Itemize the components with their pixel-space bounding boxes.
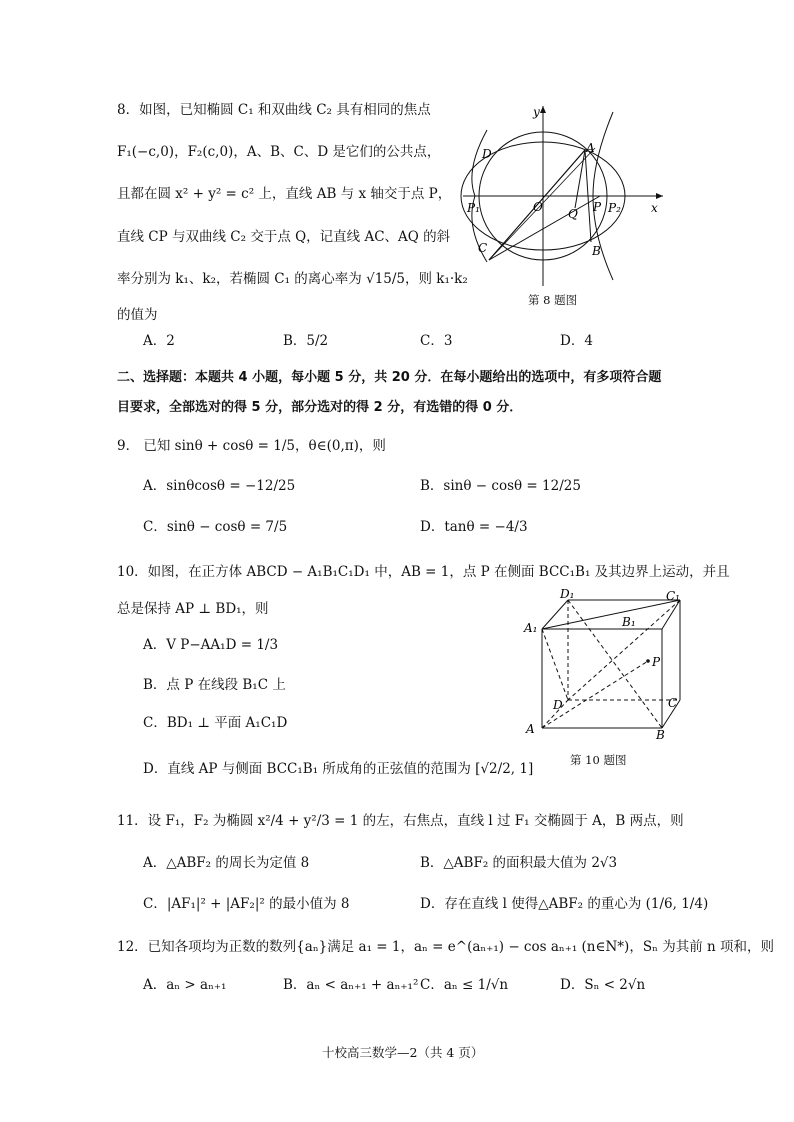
- q8-line-5: 率分别为 k₁、k₂，若椭圆 C₁ 的离心率为 √15/5，则 k₁·k₂: [117, 271, 468, 287]
- section-2-header-line-2: 目要求，全部选对的得 5 分，部分选对的得 2 分，有选错的得 0 分．: [117, 400, 523, 415]
- fig8-label-p: P: [593, 200, 602, 214]
- fig10-label-p: P: [652, 655, 661, 669]
- fig8-label-c: C: [478, 241, 488, 255]
- fig10-label-b: B: [656, 728, 665, 740]
- q10-option-a: A．V P−AA₁D = 1/3: [143, 637, 279, 653]
- q8-caption: 第 8 题图: [528, 293, 578, 307]
- q11-option-a: A．△ABF₂ 的周长为定值 8: [143, 855, 310, 871]
- fig10-label-d1: D₁: [560, 588, 575, 601]
- fig10-label-d: D: [553, 698, 563, 712]
- q9-option-b: B．sinθ − cosθ = 12/25: [420, 478, 581, 494]
- q8-figure: [455, 100, 675, 290]
- q8-line-2: F₁(−c,0)，F₂(c,0)，A、B、C、D 是它们的公共点，: [117, 144, 441, 160]
- fig10-label-b1: B₁: [622, 615, 636, 629]
- fig10-label-c1: C₁: [666, 589, 680, 603]
- q8-line-3: 且都在圆 x² + y² = c² 上，直线 AB 与 x 轴交于点 P，: [117, 186, 452, 202]
- q11-stem: 11．设 F₁，F₂ 为椭圆 x²/4 + y²/3 = 1 的左，右焦点，直线 l 过 F₁ 交椭圆于 A，B 两点，则: [117, 813, 684, 829]
- q8-option-d: D．4: [560, 333, 593, 349]
- q8-option-b: B．5/2: [283, 333, 329, 349]
- fig10-label-c: C: [668, 696, 678, 710]
- q8-option-a: A．2: [143, 333, 175, 349]
- q9-option-d: D．tanθ = −4/3: [420, 519, 528, 535]
- q12-stem: 12．已知各项均为正数的数列{aₙ}满足 a₁ = 1，aₙ = e^(aₙ₊₁) − cos aₙ₊₁ (n∈N*)，Sₙ 为其前 n 项和，则: [117, 939, 774, 955]
- q11-option-d: D．存在直线 l 使得△ABF₂ 的重心为 (1/6, 1/4): [420, 896, 709, 912]
- fig10-label-a: A: [526, 722, 535, 736]
- q11-option-b: B．△ABF₂ 的面积最大值为 2√3: [420, 855, 618, 871]
- q10-line-2: 总是保持 AP ⊥ BD₁，则: [117, 601, 269, 617]
- fig8-label-p2: P₂: [608, 201, 621, 215]
- q8-line-1: 8．如图，已知椭圆 C₁ 和双曲线 C₂ 具有相同的焦点: [117, 102, 431, 118]
- q10-option-d: D．直线 AP 与侧面 BCC₁B₁ 所成角的正弦值的范围为 [√2/2, 1]: [143, 761, 534, 777]
- fig8-label-q: Q: [568, 207, 578, 221]
- q10-line-1: 10．如图，在正方体 ABCD − A₁B₁C₁D₁ 中，AB = 1，点 P 在侧面 BCC₁B₁ 及其边界上运动，并且: [117, 564, 730, 580]
- fig10-label-a1: A₁: [524, 621, 538, 635]
- q11-option-c: C．|AF₁|² + |AF₂|² 的最小值为 8: [143, 896, 350, 912]
- fig8-label-o: O: [533, 200, 543, 214]
- fig8-label-b: B: [592, 244, 601, 258]
- q8-option-c: C．3: [420, 333, 453, 349]
- fig8-label-p1: P₁: [467, 201, 480, 215]
- q9-option-c: C．sinθ − cosθ = 7/5: [143, 519, 288, 535]
- q9-option-a: A．sinθcosθ = −12/25: [143, 478, 296, 494]
- section-2-header-line-1: 二、选择题：本题共 4 小题，每小题 5 分，共 20 分．在每小题给出的选项中，有多项符合题: [117, 370, 662, 385]
- q12-option-b: B．aₙ < aₙ₊₁ + aₙ₊₁²: [283, 977, 419, 993]
- page-footer: 十校高三数学—2（共 4 页）: [322, 1045, 484, 1060]
- q8-line-6: 的值为: [117, 307, 158, 323]
- q10-figure: [520, 588, 690, 740]
- q9-stem: 9． 已知 sinθ + cosθ = 1/5，θ∈(0,π)，则: [117, 438, 386, 454]
- q10-caption: 第 10 题图: [570, 753, 627, 767]
- q8-line-4: 直线 CP 与双曲线 C₂ 交于点 Q，记直线 AC、AQ 的斜: [117, 229, 451, 245]
- fig8-label-d: D: [482, 147, 492, 161]
- q10-option-b: B．点 P 在线段 B₁C 上: [143, 677, 286, 693]
- fig8-label-y: y: [533, 105, 540, 119]
- fig8-label-x: x: [651, 201, 658, 215]
- fig8-label-a: A: [586, 141, 595, 155]
- q12-option-d: D．Sₙ < 2√n: [560, 977, 646, 993]
- q10-option-c: C．BD₁ ⊥ 平面 A₁C₁D: [143, 715, 288, 731]
- q12-option-a: A．aₙ > aₙ₊₁: [143, 977, 227, 993]
- q12-option-c: C．aₙ ≤ 1/√n: [420, 977, 509, 993]
